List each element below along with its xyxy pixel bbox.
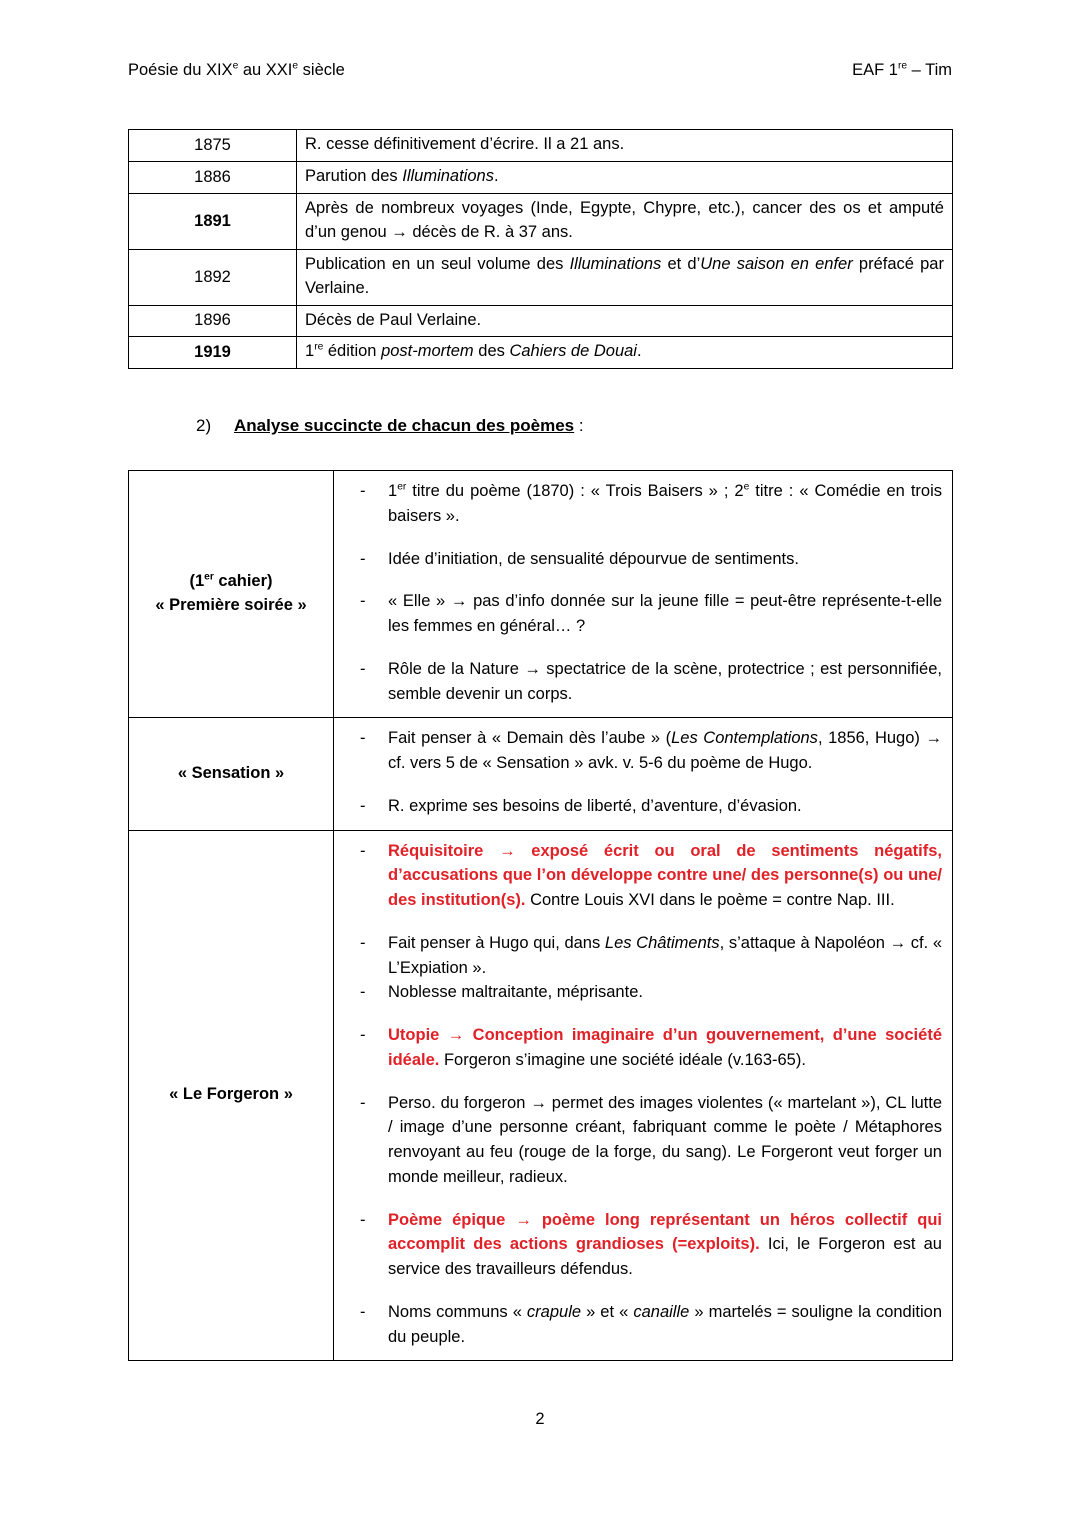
note-bullet: - R. exprime ses besoins de liberté, d’aventure, d’évasion. [344,794,942,819]
note-bullet: - Noms communs « crapule » et « canaille » martelés = souligne la condition du peuple. [344,1300,942,1350]
chronology-year-cell: 1891 [129,193,297,249]
poem-notes-cell [334,718,953,830]
chronology-year-cell: 1896 [129,305,297,337]
chronology-event-cell: Après de nombreux voyages (Inde, Egypte, Chypre, etc.), cancer des os et amputé d’un genou → décès de R. à 37 ans. [297,193,953,249]
table-row [129,337,953,369]
table-row [129,305,953,337]
header-right-prefix: EAF 1 [852,61,898,79]
header-left-sup-2: e [292,60,299,72]
header-right-sup: re [897,60,908,72]
poem-notes-cell [334,471,953,718]
section-heading [196,416,584,436]
running-header [128,60,952,81]
note-bullet: - Noblesse maltraitante, méprisante. [344,980,942,1005]
header-left-sup-1: e [232,60,239,72]
table-row [129,718,953,830]
chronology-year-cell: 1875 [129,130,297,162]
header-left-title [128,60,345,81]
section-number: 2) [196,416,212,435]
chronology-event-cell: Décès de Paul Verlaine. [297,305,953,337]
poem-title-line: « Première soirée » [155,596,307,615]
note-bullet-list [344,726,942,818]
poem-notes-cell [334,830,953,1361]
header-right-label [852,60,952,81]
chronology-event-cell: R. cesse définitivement d’écrire. Il a 21 ans. [297,130,953,162]
chronology-year-cell: 1919 [129,337,297,369]
table-row [129,830,953,1361]
note-bullet: - Fait penser à « Demain dès l’aube » (Les Contemplations, 1856, Hugo) → cf. vers 5 de « Sensation » avk. v. 5-6 du poème de Hugo. [344,726,942,776]
note-bullet: - Rôle de la Nature → spectatrice de la scène, protectrice ; est personnifiée, semble devenir un corps. [344,657,942,707]
note-bullet: - Fait penser à Hugo qui, dans Les Châtiments, s’attaque à Napoléon → cf. « L’Expiation ». [344,931,942,981]
chronology-table-container [128,129,953,369]
chronology-event-cell: Publication en un seul volume des Illuminations et d’Une saison en enfer préfacé par Verlaine. [297,249,953,305]
note-bullet-list [344,839,942,1350]
note-bullet-list [344,479,942,706]
section-title: Analyse succincte de chacun des poèmes [234,416,575,435]
table-row [129,161,953,193]
table-row [129,130,953,162]
page-number: 2 [535,1410,545,1428]
table-row [129,193,953,249]
poem-title-line: « Sensation » [177,763,285,782]
poem-title-cell [129,718,334,830]
note-bullet: - 1er titre du poème (1870) : « Trois Baisers » ; 2e titre : « Comédie en trois baisers ». [344,479,942,529]
analysis-table-container [128,470,953,1361]
chronology-event-cell: Parution des Illuminations. [297,161,953,193]
note-bullet: - Réquisitoire → exposé écrit ou oral de sentiments négatifs, d’accusations que l’on développe contre une/ des personne(s) ou une/ des institution(s). Contre Louis XVI dans le poème = contre Nap. III. [344,839,942,913]
header-left-mid: au XXI [238,61,293,79]
note-bullet: - Poème épique → poème long représentant un héros collectif qui accomplit des actions grandioses (=exploits). Ici, le Forgeron est au service des travailleurs défendus. [344,1208,942,1282]
table-row [129,249,953,305]
note-bullet: - « Elle » → pas d’info donnée sur la jeune fille = peut-être représente-t-elle les femmes en général… ? [344,589,942,639]
note-bullet: - Perso. du forgeron → permet des images violentes (« martelant »), CL lutte / image d’une personne créant, fabriquant comme le poète / Métaphores renvoyant au feu (rouge de la forge, du sang). Le Forgeront veut forger un monde meilleur, radieux. [344,1091,942,1190]
poem-title-cell [129,471,334,718]
note-bullet: - Idée d’initiation, de sensualité dépourvue de sentiments. [344,547,942,572]
chronology-year-cell: 1892 [129,249,297,305]
poem-title-line: « Le Forgeron » [169,1085,293,1104]
chronology-table [128,129,953,369]
poem-title-line: (1er cahier) [189,571,273,591]
poem-title-cell [129,830,334,1361]
table-row [129,471,953,718]
header-left-prefix: Poésie du XIX [128,61,233,79]
analysis-table [128,470,953,1361]
header-right-suffix: – Tim [907,61,952,79]
section-title-tail: : [574,416,584,435]
note-bullet: - Utopie → Conception imaginaire d’un gouvernement, d’une société idéale. Forgeron s’imagine une société idéale (v.163-65). [344,1023,942,1073]
header-left-suffix: siècle [298,61,345,79]
chronology-year-cell: 1886 [129,161,297,193]
chronology-event-cell: 1re édition post-mortem des Cahiers de Douai. [297,337,953,369]
